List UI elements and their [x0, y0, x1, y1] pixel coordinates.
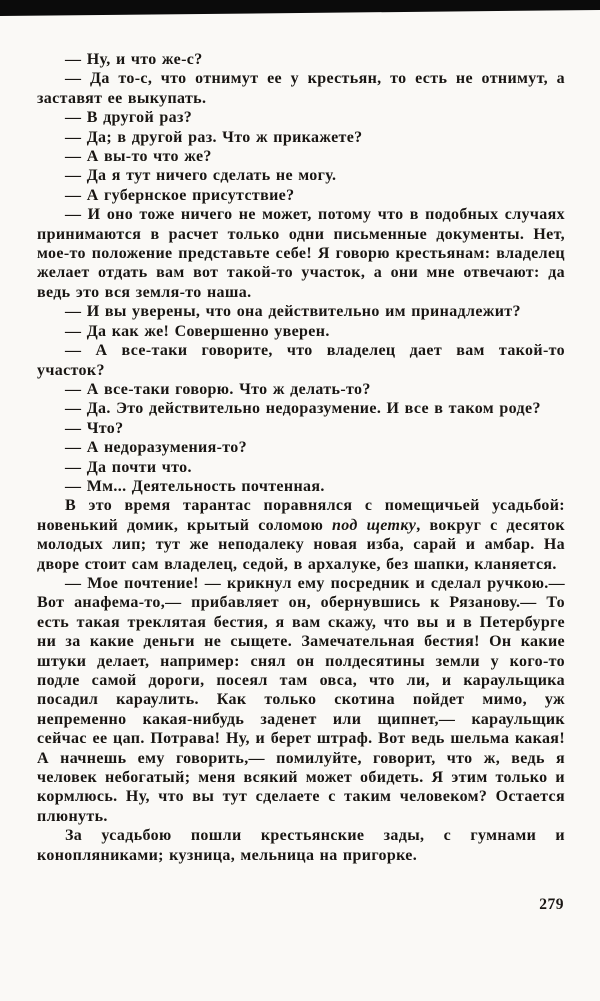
- text-segment: — Мое почтение! — крикнул ему посредник и сделал ручкою.— Вот анафема-то,— прибавляет он, обернувшись к Рязанову.— То есть такая треклятая бестия, я вам скажу, что вы и в Петербурге ни за какие деньги не сыщете. Замечательная бестия! Он какие штуки делает, например: снял он полдесятины земли у кого-то подле самой дороги, посеял там овса, что ли, и караульщика посадил караулить. Как только скотина пойдет мимо, уж непременно какая-нибудь заденет или щипнет,— караульщик сейчас ее цап. Потрава! Ну, и берет штраф. Вот ведь шельма какая! А начнешь ему говорить,— помилуйте, говорит, что ж, ведь я человек небогатый; меня всякий может обидеть. Я этим только и кормлюсь. Ну, что вы тут сделаете с таким человеком? Остается плюнуть.: [37, 574, 565, 825]
- text-segment: — И вы уверены, что она действительно им принадлежит?: [65, 303, 521, 321]
- text-segment: под щетку: [332, 516, 417, 534]
- text-segment: — Да то-с, что отнимут ее у крестьян, то есть не отнимут, а заставят ее выкупать.: [37, 70, 565, 107]
- text-segment: , вокруг с десяток молодых лип; тут же неподалеку новая изба, сарай и амбар. На дворе стоит сам владелец, седой, в архалуке, без шапки, кланяется.: [37, 516, 565, 573]
- paragraph: [37, 458, 565, 477]
- paragraph: [37, 399, 565, 418]
- text-segment: — Да я тут ничего сделать не могу.: [65, 167, 337, 185]
- page-number: 279: [539, 896, 564, 913]
- text-segment: — А недоразумения-то?: [65, 439, 247, 457]
- text-segment: — Да почти что.: [65, 458, 192, 476]
- paragraph: [37, 574, 565, 826]
- text-segment: — Что?: [65, 419, 124, 437]
- paragraph: [37, 128, 565, 147]
- scan-edge-artifact: [0, 0, 600, 16]
- text-segment: — В другой раз?: [65, 109, 193, 127]
- paragraph: [37, 380, 565, 399]
- text-segment: — А вы-то что же?: [65, 148, 212, 166]
- text-segment: — Да. Это действительно недоразумение. И все в таком роде?: [65, 400, 541, 418]
- paragraph: [37, 826, 565, 865]
- text-segment: — Да как же! Совершенно уверен.: [65, 322, 330, 340]
- text-segment: — А все-таки говорите, что владелец дает вам такой-то участок?: [37, 342, 565, 379]
- paragraph: [37, 50, 565, 69]
- text-segment: — Да; в другой раз. Что ж прикажете?: [65, 128, 363, 146]
- paragraph: [37, 302, 565, 321]
- paragraph: [37, 477, 565, 496]
- paragraph: [37, 496, 565, 574]
- paragraph: [37, 322, 565, 341]
- paragraph: [37, 419, 565, 438]
- text-segment: В это время тарантас поравнялся с помещичьей усадьбой: новенький домик, крытый соломою: [37, 497, 565, 534]
- paragraph: [37, 108, 565, 127]
- text-segment: — Мм... Деятельность почтенная.: [65, 477, 325, 495]
- paragraph: [37, 205, 565, 302]
- paragraph: [37, 186, 565, 205]
- text-segment: — И оно тоже ничего не может, потому что в подобных случаях принимаются в расчет только одни письменные документы. Нет, мое-то положение представьте себе! Я говорю крестьянам: владелец желает отдать вам вот такой-то участок, а они мне отвечают: да ведь это вся земля-то наша.: [37, 206, 565, 301]
- text-segment: — А все-таки говорю. Что ж делать-то?: [65, 380, 371, 398]
- text-block: [37, 50, 565, 865]
- text-segment: За усадьбою пошли крестьянские зады, с гумнами и конопляниками; кузница, мельница на пригорке.: [37, 827, 565, 864]
- paragraph: [37, 438, 565, 457]
- paragraph: [37, 341, 565, 380]
- paragraph: [37, 69, 565, 108]
- text-segment: — А губернское присутствие?: [65, 186, 295, 204]
- paragraph: [37, 147, 565, 166]
- text-segment: — Ну, и что же-с?: [65, 51, 203, 68]
- paragraph: [37, 166, 565, 185]
